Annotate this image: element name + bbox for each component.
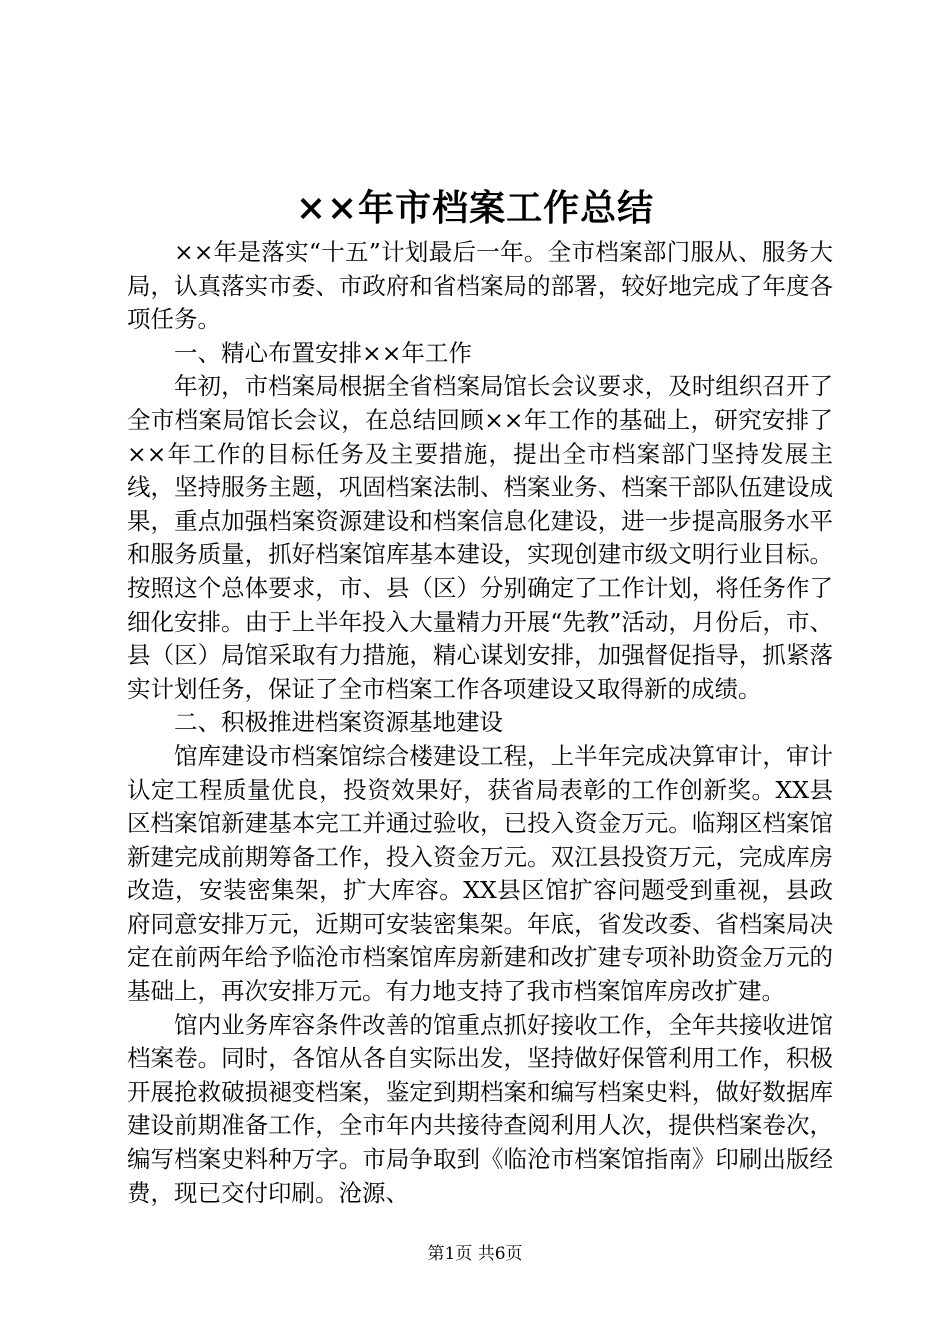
page-footer: 第1页 共6页 — [427, 1244, 523, 1264]
document-title: ××年市档案工作总结 — [295, 187, 655, 229]
section-heading-2: 二、积极推进档案资源基地建设 — [174, 708, 503, 737]
section-1-paragraph: 年初，市档案局根据全省档案局馆长会议要求，及时组织召开了全市档案局馆长会议，在总结回顾××年工作的基础上，研究安排了××年工作的目标任务及主要措施，提出全市档案部门坚持发展主线，坚持服务主题，巩固档案法制、档案业务、档案干部队伍建设成果，重点加强档案资源建设和档案信息化建设，进一步提高服务水平和服务质量，抓好档案馆库基本建设，实现创建市级文明行业目标。按照这个总体要求，市、县（区）分别确定了工作计划，将任务作了细化安排。由于上半年投入大量精力开展“先教”活动，月份后，市、县（区）局馆采取有力措施，精心谋划安排，加强督促指导，抓紧落实计划任务，保证了全市档案工作各项建设又取得新的成绩。 — [127, 372, 833, 703]
intro-paragraph: ××年是落实“十五”计划最后一年。全市档案部门服从、服务大局，认真落实市委、市政府和省档案局的部署，较好地完成了年度各项任务。 — [127, 238, 833, 334]
section-heading-1: 一、精心布置安排××年工作 — [174, 338, 472, 367]
section-2-paragraph-1: 馆库建设市档案馆综合楼建设工程，上半年完成决算审计，审计认定工程质量优良，投资效果好，获省局表彰的工作创新奖。XX县区档案馆新建基本完工并通过验收，已投入资金万元。临翔区档案馆新建完成前期筹备工作，投入资金万元。双江县投资万元，完成库房改造，安装密集架，扩大库容。XX县区馆扩容问题受到重视，县政府同意安排万元，近期可安装密集架。年底，省发改委、省档案局决定在前两年给予临沧市档案馆库房新建和改扩建专项补助资金万元的基础上，再次安排万元。有力地支持了我市档案馆库房改扩建。 — [127, 741, 833, 1006]
section-2-paragraph-2: 馆内业务库容条件改善的馆重点抓好接收工作，全年共接收进馆档案卷。同时，各馆从各自实际出发，坚持做好保管利用工作，积极开展抢救破损褪变档案，鉴定到期档案和编写档案史料，做好数据库建设前期准备工作，全市年内共接待查阅利用人次，提供档案卷次，编写档案史料种万字。市局争取到《临沧市档案馆指南》印刷出版经费，现已交付印刷。沧源、 — [127, 1010, 833, 1207]
document-body — [127, 236, 833, 1210]
